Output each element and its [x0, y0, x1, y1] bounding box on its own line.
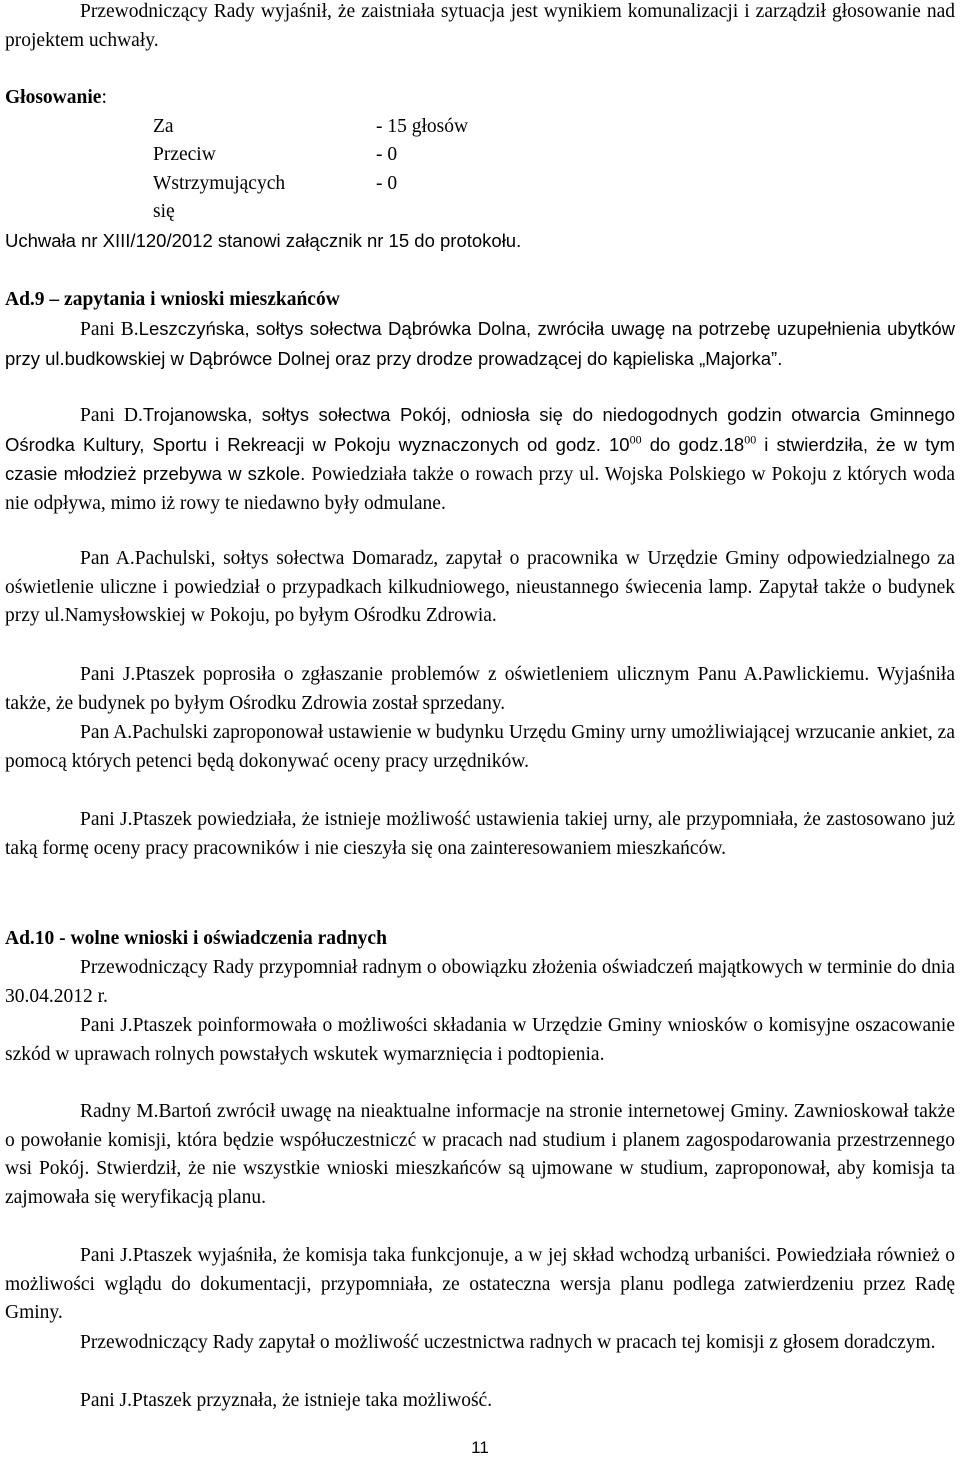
section-heading-ad9 [5, 286, 955, 315]
time-superscript: 00 [744, 432, 757, 447]
vote-label: Wstrzymujących się [153, 173, 286, 222]
paragraph-oswiadczenia: Przewodniczący Rady przypomniał radnym o obowiązku złożenia oświadczeń majątkowych w terminie do dnia 30.04.2012 r. [5, 957, 955, 1007]
section-heading-ad10 [5, 925, 955, 954]
vote-label: Za [153, 116, 174, 137]
voting-heading-colon: : [101, 87, 107, 108]
paragraph-ptaszek-2: Pani J.Ptaszek powiedziała, że istnieje możliwość ustawienia takiej urny, ale przypomniała, że zastosowano już taką formę oceny pracy pracowników i nie cieszyła się ona zainteresowaniem mieszkańców. [5, 809, 955, 859]
paragraph-barton: Radny M.Bartoń zwrócił uwagę na nieaktualne informacje na stronie internetowej Gminy. Zawnioskował także o powołanie komisji, która będzie współuczestniczć w pracach nad studium i planem zagospodarowania przestrzennego wsi Pokój. Stwierdził, że nie wszystkie wnioski mieszkańców są ujmowane w studium, zaproponował, aby komisja ta zajmowała się weryfikacją planu. [5, 1101, 955, 1208]
speaker-prefix: Pani B. [80, 319, 139, 340]
paragraph-pachulski-2: Pan A.Pachulski zaproponował ustawienie w budynku Urzędu Gminy urny umożliwiającej wrzucanie ankiet, za pomocą których petenci będą dokonywać oceny pracy urzędników. [5, 722, 955, 772]
paragraph-ptaszek-komisja: Pani J.Ptaszek wyjaśniła, że komisja taka funkcjonuje, a w jej skład wchodzą urbaniści. Powiedziała również o możliwości wglądu do dokumentacji, przypomniała, ze ostateczna wersja planu podlega zatwierdzeniu przez Radę Gminy. [5, 1245, 955, 1324]
intro-paragraph: Przewodniczący Rady wyjaśnił, że zaistniała sytuacja jest wynikiem komunalizacji i zarządził głosowanie nad projektem uchwały. [5, 1, 955, 51]
paragraph-trojanowska [5, 401, 955, 518]
page-number: 11 [471, 1438, 489, 1457]
paragraph-text: Trojanowska, sołtys sołectwa Pokój, odniosła się do niedogodnych godzin otwarcia Gminnego Ośrodka Kultury, Sportu i Rekreacji w Pokoju wyznaczonych od godz. 10 [5, 404, 956, 455]
resolution-note-text: Uchwała nr XIII/120/2012 stanowi załącznik nr 15 do protokołu. [5, 230, 522, 251]
resolution-note [5, 227, 955, 257]
voting-heading [5, 84, 955, 113]
paragraph-ptaszek-szkody: Pani J.Ptaszek poinformowała o możliwości składania w Urzędzie Gminy wniosków o komisyjne oszacowanie szkód w uprawach rolnych powstałych wskutek wymarznięcia i podtopienia. [5, 1015, 955, 1065]
vote-value: - 0 [376, 144, 398, 165]
paragraph-text-rows: Powiedziała także o rowach przy ul. Wojska Polskiego w Pokoju z których woda nie odpływa, mimo iż rowy te niedawno były odmulane. [5, 464, 955, 514]
paragraph-ptaszek-final: Pani J.Ptaszek przyznała, że istnieje taka możliwość. [80, 1390, 493, 1411]
paragraph-text-cont: budkowskiej w Dąbrówce Dolnej oraz przy drodze prowadzącej do kąpieliska „Majorka”. [64, 347, 783, 369]
voting-heading-label: Głosowanie [5, 87, 102, 108]
paragraph-text: Leszczyńska, sołtys sołectwa Dąbrówka Dolna, zwróciła uwagę na potrzebę uzupełnienia ubytków przy ul. [5, 318, 955, 369]
section-heading-ad9-text: Ad.9 – zapytania i wnioski mieszkańców [5, 289, 340, 310]
vote-value: - 0 [376, 173, 398, 194]
section-heading-ad10-text: Ad.10 - wolne wnioski i oświadczenia radnych [5, 928, 387, 949]
paragraph-leszczynska [5, 315, 955, 374]
paragraph-ptaszek-1: Pani J.Ptaszek poprosiła o zgłaszanie problemów z oświetleniem ulicznym Panu A.Pawlickiemu. Wyjaśniła także, że budynek po byłym Ośrodku Zdrowia został sprzedany. [5, 664, 955, 714]
time-superscript: 00 [629, 432, 642, 447]
paragraph-text-end: i stwierdziła, że w tym czasie młodzież przebywa w szkole. [5, 433, 955, 485]
paragraph-przewodniczacy: Przewodniczący Rady zapytał o możliwość uczestnictwa radnych w pracach tej komisji z głosem doradczym. [80, 1332, 936, 1353]
paragraph-text-mid: do godz.18 [641, 433, 745, 455]
vote-value: - 15 głosów [376, 116, 469, 137]
speaker-prefix: Pani D. [80, 405, 143, 426]
vote-label: Przeciw [153, 144, 216, 165]
paragraph-pachulski: Pan A.Pachulski, sołtys sołectwa Domaradz, zapytał o pracownika w Urzędzie Gminy odpowiedzialnego za oświetlenie uliczne i powiedział o przypadkach kilkudniowego, nieustannego świecenia lamp. Zapytał także o budynek przy ul.Namysłowskiej w Pokoju, po byłym Ośrodku Zdrowia. [5, 548, 955, 627]
